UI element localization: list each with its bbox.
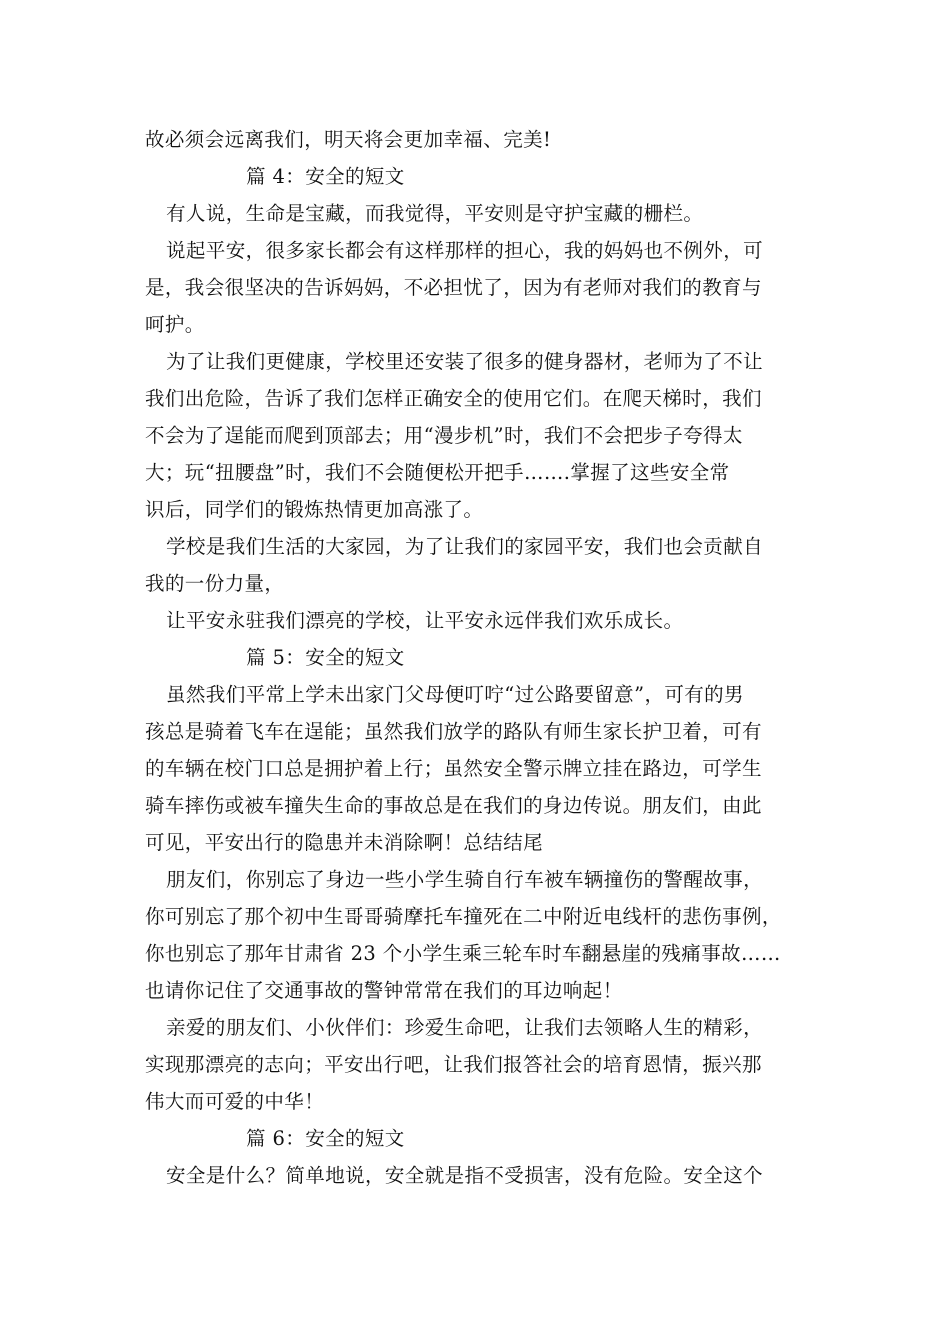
paragraph-line: 虽然我们平常上学未出家门父母便叮咛“过公路要留意”，可有的男 xyxy=(166,683,744,706)
paragraph-line: 朋友们，你别忘了身边一些小学生骑自行车被车辆撞伤的警醒故事， xyxy=(166,868,764,891)
paragraph-line: 学校是我们生活的大家园，为了让我们的家园平安，我们也会贡献自 xyxy=(166,535,764,558)
text-line: 你可别忘了那个初中生哥哥骑摩托车撞死在二中附近电线杆的悲伤事例， xyxy=(145,905,782,928)
text-line: 你也别忘了那年甘肃省 23 个小学生乘三轮车时车翻悬崖的残痛事故…… xyxy=(145,942,781,965)
paragraph-line: 有人说，生命是宝藏，而我觉得，平安则是守护宝藏的栅栏。 xyxy=(166,202,704,225)
text-line: 实现那漂亮的志向；平安出行吧，让我们报答社会的培育恩情，振兴那 xyxy=(145,1053,762,1076)
text-line: 的车辆在校门口总是拥护着上行；虽然安全警示牌立挂在路边，可学生 xyxy=(145,757,762,780)
text-line: 识后，同学们的锻炼热情更加高涨了。 xyxy=(145,498,484,521)
paragraph-line: 让平安永驻我们漂亮的学校，让平安永远伴我们欢乐成长。 xyxy=(166,609,684,632)
text-line: 可见，平安出行的隐患并未消除啊！总结结尾 xyxy=(145,831,544,854)
text-line: 也请你记住了交通事故的警钟常常在我们的耳边响起！ xyxy=(145,979,623,1002)
text-line: 孩总是骑着飞车在逞能；虽然我们放学的路队有师生家长护卫着，可有 xyxy=(145,720,762,743)
section-heading: 篇 6：安全的短文 xyxy=(246,1127,405,1150)
text-line: 不会为了逞能而爬到顶部去；用“漫步机”时，我们不会把步子夸得太 xyxy=(145,424,743,447)
text-line: 大；玩“扭腰盘”时，我们不会随便松开把手…….掌握了这些安全常 xyxy=(145,461,730,484)
text-line: 伟大而可爱的中华！ xyxy=(145,1090,325,1113)
paragraph-line: 为了让我们更健康，学校里还安装了很多的健身器材，老师为了不让 xyxy=(166,350,764,373)
text-line: 我们出危险，告诉了我们怎样正确安全的使用它们。在爬天梯时，我们 xyxy=(145,387,762,410)
paragraph-line: 亲爱的朋友们、小伙伴们：珍爱生命吧，让我们去领略人生的精彩， xyxy=(166,1016,764,1039)
text-line: 故必须会远离我们，明天将会更加幸福、完美! xyxy=(145,128,552,151)
text-line: 是，我会很坚决的告诉妈妈，不必担忧了，因为有老师对我们的教育与 xyxy=(145,276,762,299)
text-line: 呵护。 xyxy=(145,313,205,336)
section-heading: 篇 5：安全的短文 xyxy=(246,646,405,669)
paragraph-line: 安全是什么？简单地说，安全就是指不受损害，没有危险。安全这个 xyxy=(166,1164,764,1187)
text-line: 骑车摔伤或被车撞失生命的事故总是在我们的身边传说。朋友们，由此 xyxy=(145,794,762,817)
paragraph-line: 说起平安，很多家长都会有这样那样的担心，我的妈妈也不例外，可 xyxy=(166,239,764,262)
section-heading: 篇 4：安全的短文 xyxy=(246,165,405,188)
text-line: 我的一份力量， xyxy=(145,572,285,595)
